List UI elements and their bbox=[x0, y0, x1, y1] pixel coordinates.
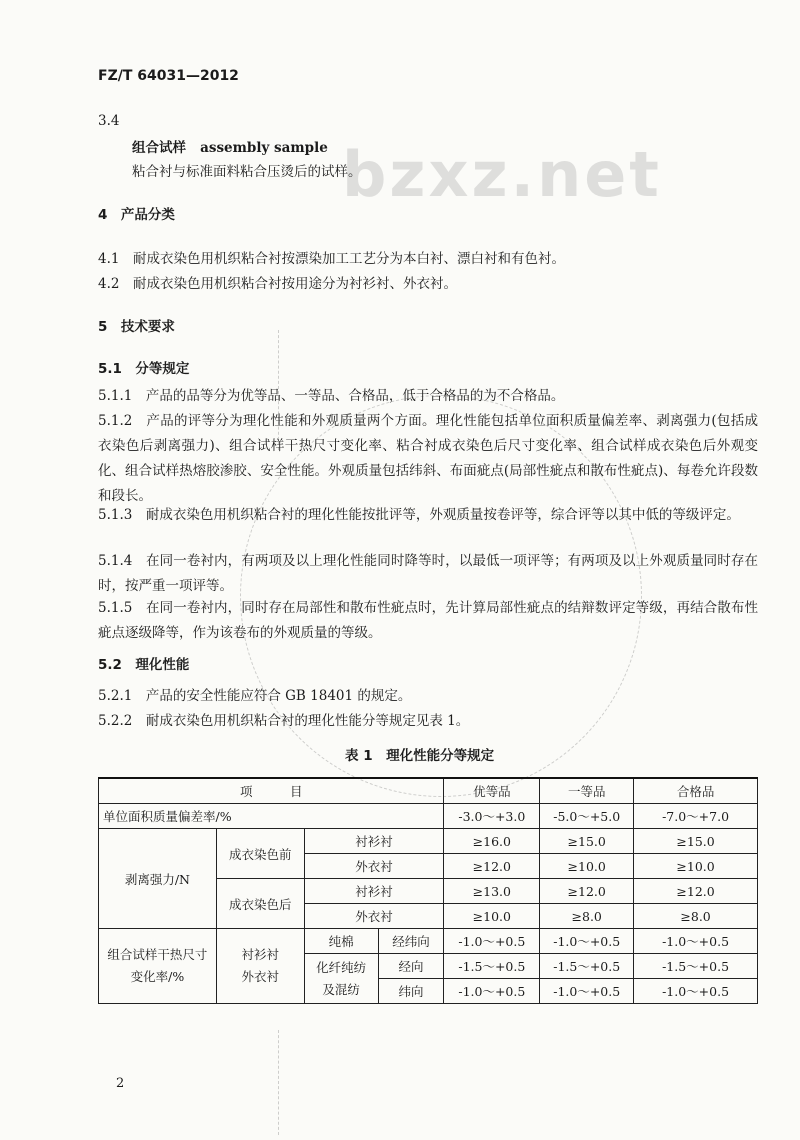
table-cell: -1.0～+0.5 bbox=[444, 929, 540, 954]
table-cell: -1.0～+0.5 bbox=[444, 979, 540, 1004]
header-item: 项 目 bbox=[99, 778, 444, 804]
table-cell: ≥8.0 bbox=[634, 904, 758, 929]
table-cell: ≥15.0 bbox=[634, 829, 758, 854]
table-cell: ≥16.0 bbox=[444, 829, 540, 854]
table-cell: -1.5～+0.5 bbox=[444, 954, 540, 979]
term-cn: 组合试样 bbox=[132, 140, 186, 156]
term-en: assembly sample bbox=[200, 140, 328, 156]
table-cell: ≥8.0 bbox=[540, 904, 634, 929]
paragraph-5-2-2: 5.2.2 耐成衣染色用机织粘合衬的理化性能分等规定见表 1。 bbox=[98, 713, 470, 729]
table-cell: ≥10.0 bbox=[444, 904, 540, 929]
table-cell: ≥12.0 bbox=[634, 879, 758, 904]
paragraph-5-1-4: 5.1.4 在同一卷衬内，有两项及以上理化性能同时降等时，以最低一项评等；有两项及以上外观质量同时存在时，按严重一项评等。 bbox=[98, 553, 758, 594]
table-cell: ≥10.0 bbox=[634, 854, 758, 879]
table-cell: ≥10.0 bbox=[540, 854, 634, 879]
row-label-peel: 剥离强力/N bbox=[99, 829, 217, 929]
section-3-4-term bbox=[132, 136, 328, 156]
table-1 bbox=[98, 777, 758, 1004]
row-label-weft: 纬向 bbox=[378, 979, 444, 1004]
section-5-2-heading: 5.2 理化性能 bbox=[98, 657, 190, 673]
table-cell: -1.0～+0.5 bbox=[634, 929, 758, 954]
table-cell: ≥12.0 bbox=[444, 854, 540, 879]
paragraph-5-1-1: 5.1.1 产品的品等分为优等品、一等品、合格品，低于合格品的为不合格品。 bbox=[98, 388, 565, 404]
paragraph-5-1-2: 5.1.2 产品的评等分为理化性能和外观质量两个方面。理化性能包括单位面积质量偏差率、剥离强力(包括成衣染色后剥离强力)、组合试样干热尺寸变化率、粘合衬成衣染色后尺寸变化率、组合试样成衣染色后外观变化、组合试样热熔胶渗胶、安全性能。外观质量包括纬斜、布面疵点(局部性疵点和散布性疵点)、每卷允许段数和段长。 bbox=[98, 413, 758, 504]
table-row-dim-cotton bbox=[99, 929, 758, 954]
row-label-coat: 外衣衬 bbox=[304, 854, 444, 879]
row-label-coat: 外衣衬 bbox=[304, 904, 444, 929]
header-grade-first: 一等品 bbox=[540, 778, 634, 804]
table-cell: -5.0～+5.0 bbox=[540, 804, 634, 829]
table-cell: -1.0～+0.5 bbox=[540, 929, 634, 954]
table-cell: ≥12.0 bbox=[540, 879, 634, 904]
paragraph-5-1-5: 5.1.5 在同一卷衬内，同时存在局部性和散布性疵点时，先计算局部性疵点的结辩数评定等级，再结合散布性疵点逐级降等，作为该卷布的外观质量的等级。 bbox=[98, 600, 758, 641]
section-4-heading: 4 产品分类 bbox=[98, 207, 175, 223]
dashed-line-decoration bbox=[278, 1030, 279, 1135]
row-label-warp-weft: 经纬向 bbox=[378, 929, 444, 954]
section-5-1-heading: 5.1 分等规定 bbox=[98, 361, 190, 377]
table-row-mass-deviation bbox=[99, 804, 758, 829]
page-number: 2 bbox=[116, 1076, 125, 1091]
section-3-4-number: 3.4 bbox=[98, 113, 120, 129]
row-label: 单位面积质量偏差率/% bbox=[99, 804, 444, 829]
table-cell: ≥15.0 bbox=[540, 829, 634, 854]
row-label-before-dyeing: 成衣染色前 bbox=[216, 829, 304, 879]
table-1-caption: 表 1 理化性能分等规定 bbox=[345, 748, 495, 764]
row-label-shirt: 衬衫衬 bbox=[304, 879, 444, 904]
watermark-text: bzxz.net bbox=[342, 138, 662, 211]
table-cell: -1.5～+0.5 bbox=[634, 954, 758, 979]
paragraph-4-2: 4.2 耐成衣染色用机织粘合衬按用途分为衬衫衬、外衣衬。 bbox=[98, 276, 457, 292]
row-label-warp: 经向 bbox=[378, 954, 444, 979]
standard-code-header: FZ/T 64031—2012 bbox=[98, 68, 239, 84]
table-cell: -7.0～+7.0 bbox=[634, 804, 758, 829]
row-label-cotton: 纯棉 bbox=[304, 929, 378, 954]
paragraph-5-1-3: 5.1.3 耐成衣染色用机织粘合衬的理化性能按批评等，外观质量按卷评等，综合评等以其中低的等级评定。 bbox=[98, 507, 740, 523]
row-label-after-dyeing: 成衣染色后 bbox=[216, 879, 304, 929]
table-cell: -3.0～+3.0 bbox=[444, 804, 540, 829]
table-cell: -1.0～+0.5 bbox=[540, 979, 634, 1004]
table-header-row bbox=[99, 778, 758, 804]
table-cell: ≥13.0 bbox=[444, 879, 540, 904]
paragraph-5-2-1: 5.2.1 产品的安全性能应符合 GB 18401 的规定。 bbox=[98, 688, 412, 704]
paragraph-4-1: 4.1 耐成衣染色用机织粘合衬按漂染加工工艺分为本白衬、漂白衬和有色衬。 bbox=[98, 251, 565, 267]
row-label-dim-change: 组合试样干热尺寸变化率/% bbox=[99, 929, 217, 1004]
header-grade-superior: 优等品 bbox=[444, 778, 540, 804]
row-label-blend: 化纤纯纺 及混纺 bbox=[304, 954, 378, 1004]
section-5-heading: 5 技术要求 bbox=[98, 319, 175, 335]
table-cell: -1.0～+0.5 bbox=[634, 979, 758, 1004]
table-cell: -1.5～+0.5 bbox=[540, 954, 634, 979]
section-3-4-definition: 粘合衬与标准面料粘合压烫后的试样。 bbox=[132, 164, 362, 180]
table-row-peel-before-shirt bbox=[99, 829, 758, 854]
header-grade-qualified: 合格品 bbox=[634, 778, 758, 804]
row-label-shirt: 衬衫衬 bbox=[304, 829, 444, 854]
row-label-use: 衬衫衬 外衣衬 bbox=[216, 929, 304, 1004]
